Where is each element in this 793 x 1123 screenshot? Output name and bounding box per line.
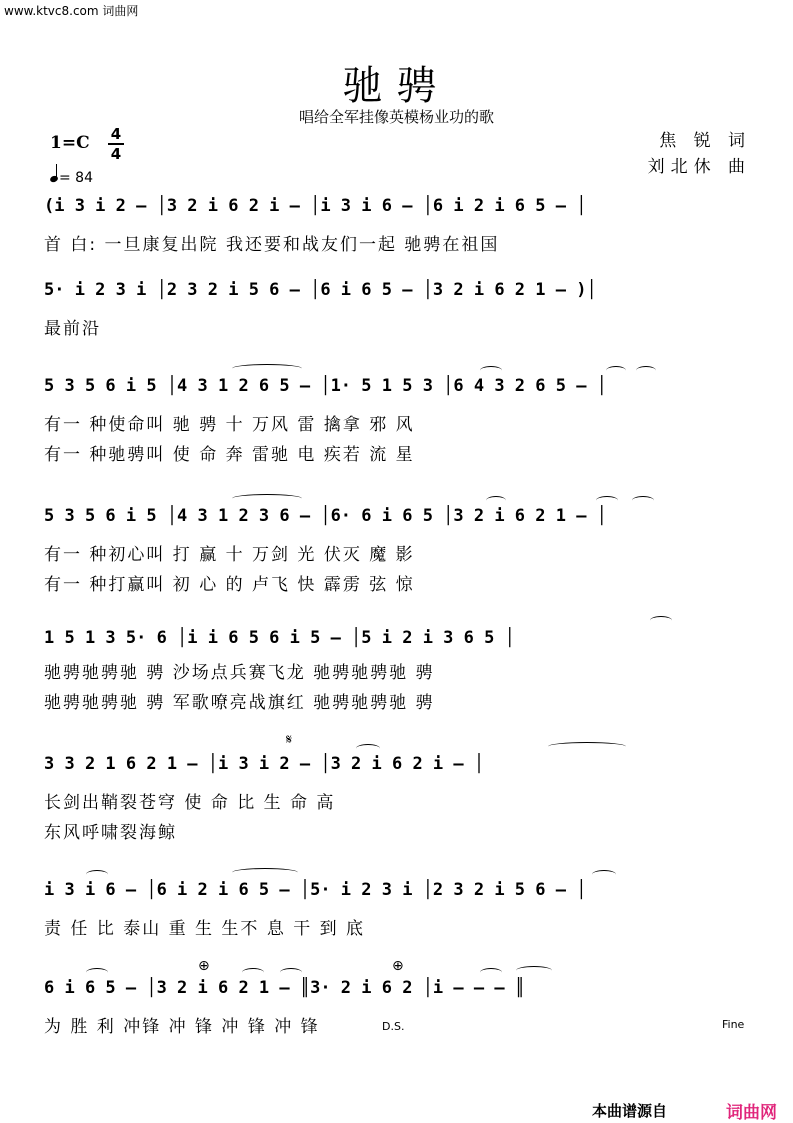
notation-line: 1 5 1 3 5· 6 │i i 6 5 6 i 5 — │5 i 2 i 3 6 5 │ xyxy=(44,628,515,648)
lyric-line: 为 胜 利 冲锋 冲 锋 冲 锋 冲 锋 xyxy=(44,1017,320,1037)
slur xyxy=(632,496,654,505)
notation-line: 5 3 5 6 i 5 │4 3 1 2 6 5 — │1· 5 1 5 3 │6 4 3 2 6 5 — │ xyxy=(44,376,607,396)
key-signature: 1=C xyxy=(50,133,90,153)
notation-line: 5 3 5 6 i 5 │4 3 1 2 3 6 — │6· 6 i 6 5 │3 2 i 6 2 1 — │ xyxy=(44,506,607,526)
lyric-line: 有一 种驰骋叫 使 命 奔 雷驰 电 疾若 流 星 xyxy=(44,445,415,465)
lyric-line: 有一 种初心叫 打 赢 十 万剑 光 伏灭 魔 影 xyxy=(44,545,415,565)
notation-line: (i 3 i 2 — │3 2 i 6 2 i — │i 3 i 6 — │6 i 2 i 6 5 — │ xyxy=(44,196,587,216)
song-title: 驰骋 xyxy=(342,63,451,109)
site-logo: 词曲网 xyxy=(726,1103,777,1123)
slur xyxy=(548,742,626,751)
lyric-line: 首 白: 一旦康复出院 我还要和战友们一起 驰骋在祖国 xyxy=(44,235,500,255)
ds-marking: D.S. xyxy=(382,1020,405,1033)
slur xyxy=(232,364,302,373)
lyric-line: 最前沿 xyxy=(44,319,101,339)
coda-icon: ⊕ xyxy=(198,958,210,974)
notation-line: 5· i 2 3 i │2 3 2 i 5 6 — │6 i 6 5 — │3 2 i 6 2 1 — )│ xyxy=(44,280,597,300)
note-stem xyxy=(56,164,57,178)
slur xyxy=(650,616,672,625)
slur xyxy=(242,968,264,977)
slur xyxy=(480,968,502,977)
slur xyxy=(480,366,502,375)
lyric-line: 驰骋驰骋驰 骋 沙场点兵赛飞龙 驰骋驰骋驰 骋 xyxy=(44,663,435,683)
fine-marking: Fine xyxy=(722,1018,745,1031)
notation-line: 6 i 6 5 — │3 2 i 6 2 1 — ║3· 2 i 6 2 │i — — — ║ xyxy=(44,978,526,998)
slur xyxy=(280,968,302,977)
notation-line: 3 3 2 1 6 2 1 — │i 3 i 2 — │3 2 i 6 2 i — │ xyxy=(44,754,485,774)
source-note: 本曲谱源自 xyxy=(591,1102,667,1120)
coda-icon: ⊕ xyxy=(392,958,404,974)
time-top: 4 xyxy=(110,125,122,143)
lyric-line: 责 任 比 泰山 重 生 生不 息 干 到 底 xyxy=(44,919,366,939)
time-signature xyxy=(108,126,124,162)
slur xyxy=(486,496,506,505)
slur xyxy=(232,494,302,503)
slur xyxy=(86,968,108,977)
song-subtitle: 唱给全军挂像英模杨业功的歌 xyxy=(298,108,494,126)
site-watermark: www.ktvc8.com 词曲网 xyxy=(4,4,139,18)
lyric-line: 有一 种打赢叫 初 心 的 卢飞 快 霹雳 弦 惊 xyxy=(44,575,415,595)
segno-icon: 𝄋 xyxy=(286,732,293,748)
slur xyxy=(516,966,552,975)
time-bottom: 4 xyxy=(110,145,122,163)
lyric-line: 东风呼啸裂海鲸 xyxy=(44,823,177,843)
composer-credit: 刘北休 曲 xyxy=(647,157,751,177)
lyric-line: 长剑出鞘裂苍穹 使 命 比 生 命 高 xyxy=(44,793,336,813)
slur xyxy=(636,366,656,375)
lyric-line: 有一 种使命叫 驰 骋 十 万风 雷 擒拿 邪 风 xyxy=(44,415,415,435)
tempo-marking xyxy=(50,168,93,186)
tempo-value: = 84 xyxy=(59,170,93,186)
slur xyxy=(596,496,618,505)
lyric-line: 驰骋驰骋驰 骋 军歌嘹亮战旗红 驰骋驰骋驰 骋 xyxy=(44,693,435,713)
quarter-note-icon xyxy=(49,175,59,183)
lyricist-credit: 焦 锐 词 xyxy=(659,131,751,151)
slur xyxy=(592,870,616,879)
slur xyxy=(356,744,380,753)
slur xyxy=(232,868,298,877)
slur xyxy=(86,870,108,879)
slur xyxy=(606,366,626,375)
notation-line: i 3 i 6 — │6 i 2 i 6 5 — │5· i 2 3 i │2 3 2 i 5 6 — │ xyxy=(44,880,587,900)
